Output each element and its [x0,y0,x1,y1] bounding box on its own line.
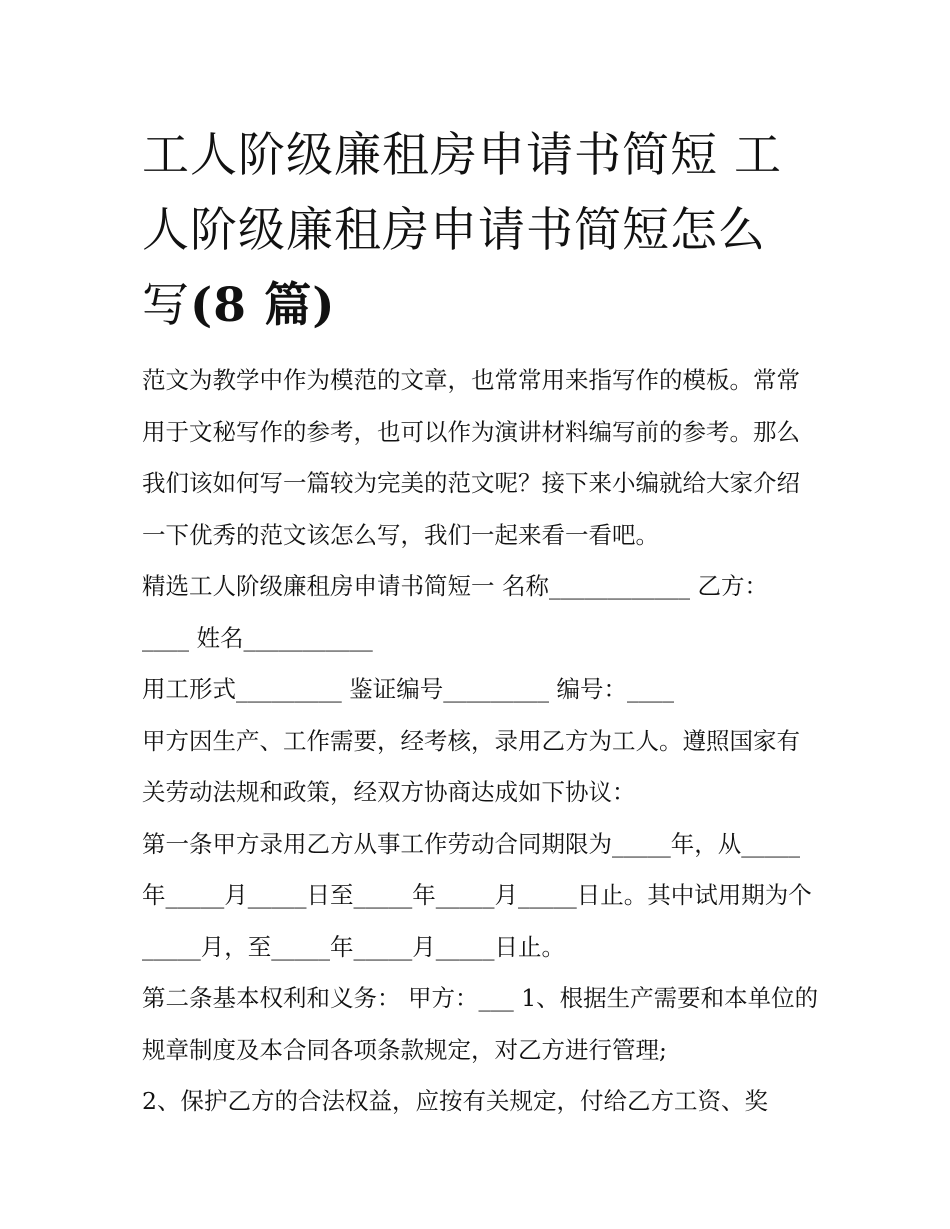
title-line-1: 工人阶级廉租房申请书简短 工 [142,128,782,183]
document-title [142,118,832,343]
document-body [142,355,822,1128]
article-1-paragraph: 第一条甲方录用乙方从事工作劳动合同期限为_____年，从_____年_____月_____日至_____年_____月_____日止。其中试用期为个_____月，至_____年_____月_____日止。 [142,829,812,961]
hire-paragraph: 甲方因生产、工作需要，经考核，录用乙方为工人。遵照国家有关劳动法规和政策，经双方协商达成如下协议： [142,726,800,806]
title-line-3-suffix: (8 篇) [190,278,336,333]
article-2-item-2: 2、保护乙方的合法权益，应按有关规定，付给乙方工资、奖 [142,1087,768,1115]
title-line-3-prefix: 写 [142,278,190,333]
form-fields-line-2: ____ 姓名___________ [142,623,373,652]
article-2-paragraph: 第二条基本权利和义务： 甲方：___ 1、根据生产需要和本单位的规章制度及本合同各项条款规定，对乙方进行管理; [142,984,819,1064]
title-line-2: 人阶级廉租房申请书简短怎么 [142,203,766,258]
form-fields-line-3: 用工形式_________ 鉴证编号_________ 编号：____ [142,675,674,703]
form-fields-line-1: 精选工人阶级廉租房申请书简短一 名称____________ 乙方： [142,572,768,600]
intro-paragraph: 范文为教学中作为模范的文章，也常常用来指写作的模板。常常用于文秘写作的参考，也可以作为演讲材料编写前的参考。那么我们该如何写一篇较为完美的范文呢？接下来小编就给大家介绍一下优秀的范文该怎么写，我们一起来看一看吧。 [142,366,800,549]
